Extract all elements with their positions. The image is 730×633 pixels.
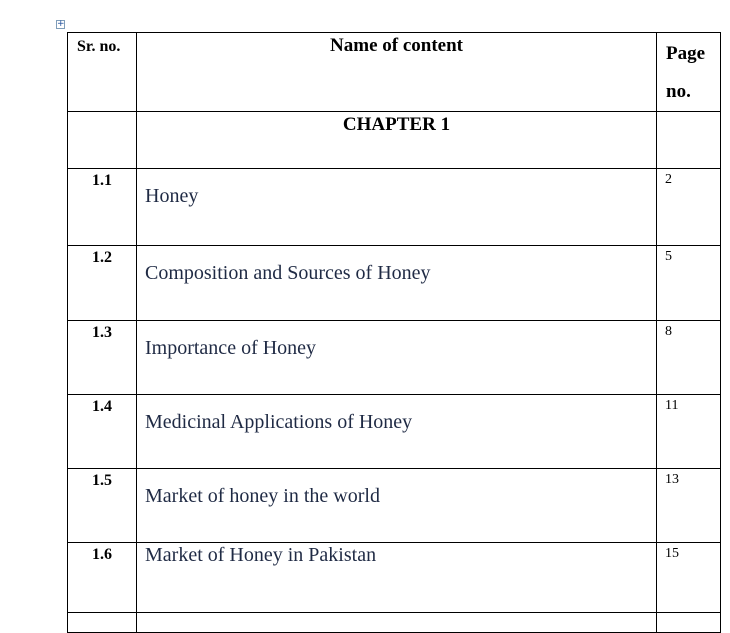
row-sr-no (68, 613, 137, 633)
row-sr-no: 1.2 (68, 246, 137, 321)
row-sr-no: 1.3 (68, 321, 137, 395)
chapter-row (68, 112, 721, 169)
table-move-handle-icon[interactable]: + (57, 19, 65, 29)
table-row (68, 169, 721, 246)
chapter-sr-cell (68, 112, 137, 169)
row-page-no: 5 (657, 246, 721, 321)
row-title-text: Importance of Honey (145, 337, 317, 359)
header-page-no (657, 33, 721, 112)
row-sr-no: 1.4 (68, 395, 137, 469)
table-of-contents (67, 32, 721, 633)
row-page-no: 15 (657, 543, 721, 613)
table-row-partial (68, 613, 721, 633)
row-page-no: 8 (657, 321, 721, 395)
row-page-no (657, 613, 721, 633)
table-row (68, 543, 721, 613)
row-title-text: Honey (145, 185, 199, 207)
table-header-row (68, 33, 721, 112)
row-page-no: 11 (657, 395, 721, 469)
table-row (68, 321, 721, 395)
row-title (137, 395, 657, 469)
header-sr-no: Sr. no. (68, 33, 137, 112)
row-title-text: Market of Honey in Pakistan (145, 544, 377, 566)
header-page-line1: Page (666, 43, 706, 64)
row-sr-no: 1.1 (68, 169, 137, 246)
row-sr-no: 1.5 (68, 469, 137, 543)
table-row (68, 246, 721, 321)
row-page-no: 13 (657, 469, 721, 543)
header-name-of-content: Name of content (137, 33, 657, 112)
row-sr-no: 1.6 (68, 543, 137, 613)
row-title (137, 543, 657, 613)
chapter-heading: CHAPTER 1 (137, 112, 657, 169)
row-page-no: 2 (657, 169, 721, 246)
row-title-text: Composition and Sources of Honey (145, 262, 431, 284)
chapter-page-cell (657, 112, 721, 169)
row-title (137, 169, 657, 246)
row-title (137, 469, 657, 543)
row-title-text: Medicinal Applications of Honey (145, 411, 413, 433)
table-row (68, 395, 721, 469)
row-title-text: Market of honey in the world (145, 485, 380, 507)
row-title (137, 613, 657, 633)
row-title (137, 246, 657, 321)
row-title (137, 321, 657, 395)
header-page-line2: no. (666, 81, 691, 102)
table-row (68, 469, 721, 543)
